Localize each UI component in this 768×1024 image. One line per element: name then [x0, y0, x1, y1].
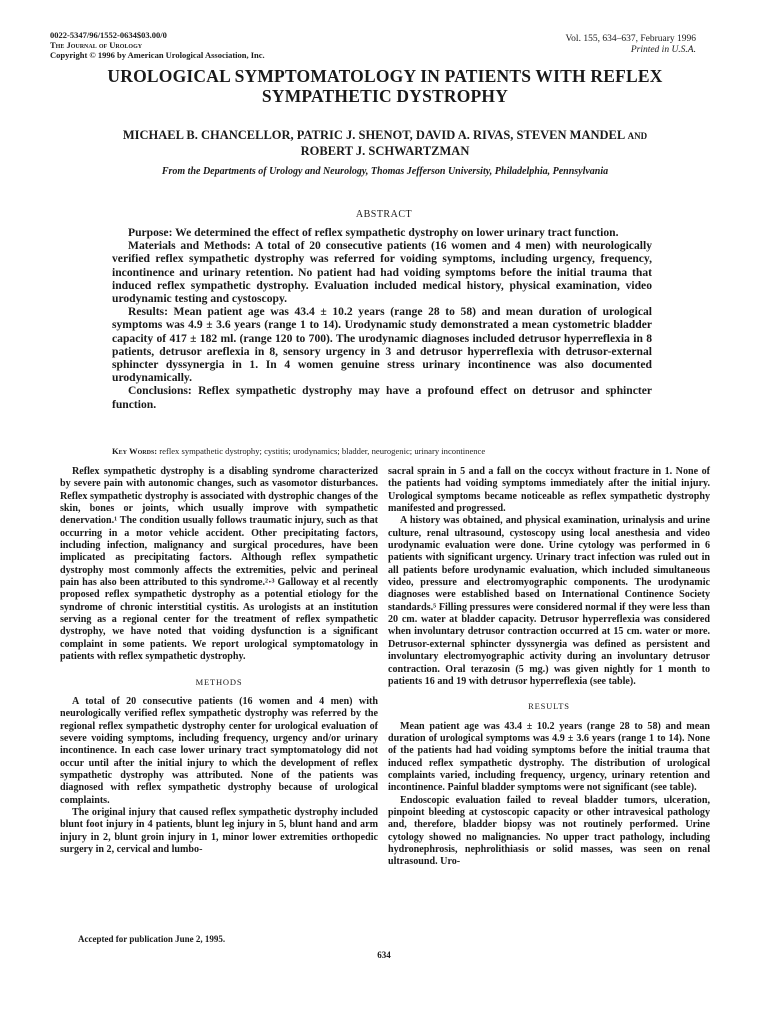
- title-line-1: UROLOGICAL SYMPTOMATOLOGY IN PATIENTS WITH REFLEX: [107, 66, 663, 86]
- copyright-line: Copyright © 1996 by American Urological Association, Inc.: [50, 50, 265, 60]
- abstract-results: Results: Mean patient age was 43.4 ± 10.2 years (range 28 to 58) and mean duration of urological symptoms was 4.9 ± 3.6 years (range 1 to 14). Urodynamic study demonstrated a mean cystometric bladder capacity of 417 ± 182 ml. (range 120 to 700). The urodynamic diagnoses included detrusor hyperreflexia in 8 patients, detrusor areflexia in 8, sensory urgency in 3 and detrusor hyperreflexia with detrusor-external sphincter dyssynergia in 1. In 4 women genuine stress urinary incontinence was also documented urodynamically.: [112, 305, 652, 385]
- abstract-heading: ABSTRACT: [355, 209, 413, 220]
- methods-paragraph-1: A total of 20 consecutive patients (16 women and 4 men) with neurologically verified reflex sympathetic dystrophy was referred by the regional reflex sympathetic dystrophy center for urological evaluation of severe voiding symptoms, including frequency, urgency and/or urinary incontinence. In each case lower urinary tract symptomatology did not occur until after the initial injury to which the development of reflex sympathetic dystrophy was attributed. None of the patients was diagnosed with reflex sympathetic dystrophy because of urological complaints.: [60, 695, 378, 806]
- results-paragraph-2: Endoscopic evaluation failed to reveal bladder tumors, ulceration, pinpoint bleeding at cystoscopic capacity or other intravesical pathology and, therefore, bladder biopsy was not routinely performed. Urine cytology showed no malignancies. No upper tract pathology, including hydronephrosis, nephrolithiasis or solid masses, was seen on renal ultrasound. Uro-: [388, 794, 710, 868]
- affiliation: From the Departments of Urology and Neurology, Thomas Jefferson University, Philadelphia, Pennsylvania: [161, 166, 609, 177]
- abstract-body: [112, 226, 652, 411]
- authors-names-1: MICHAEL B. CHANCELLOR, PATRIC J. SHENOT, DAVID A. RIVAS, STEVEN MANDEL: [122, 128, 625, 142]
- journal-header-right: [566, 34, 696, 56]
- results-paragraph-1: Mean patient age was 43.4 ± 10.2 years (range 28 to 58) and mean duration of urological symptoms was 4.9 ± 3.6 years (range 1 to 14). None of the patients had had voiding symptoms before the initial trauma that induced reflex sympathetic dystrophy. The distribution of urological complaints varied, including frequency, urgency, urinary retention and incontinence. Painful bladder symptoms were not significant (see table).: [388, 720, 710, 794]
- intro-paragraph: Reflex sympathetic dystrophy is a disabling syndrome characterized by severe pain with autonomic changes, such as vasomotor disturbances. Reflex sympathetic dystrophy is associated with dystrophic changes of the skin, bones or joints, which usually improve with sympathetic denervation.¹ The condition usually follows traumatic injury, such as that occurring in a motor vehicle accident. Other precipitating factors, including infection, malignancy and surgical procedures, have been implicated as precipitating factors. Although reflex sympathetic dystrophy most commonly affects the extremities, pelvic and perineal pain has also been attributed to this syndrome.²·³ Galloway et al recently proposed reflex sympathetic dystrophy as a potential etiology for the syndrome of chronic interstitial cystitis. As urologists at an institution serving as a regional center for the treatment of reflex sympathetic dystrophy, we have noted that voiding dysfunction is a significant complaint in some patients. We report urological symptomatology in patients with reflex sympathetic dystrophy.: [60, 466, 378, 663]
- abstract-methods: Materials and Methods: A total of 20 consecutive patients (16 women and 4 men) with neurologically verified reflex sympathetic dystrophy was referred for voiding symptoms, including urgency, frequency, incontinence and urinary retention. No patient had had voiding symptoms before the initial trauma that induced reflex sympathetic dystrophy. Evaluation included medical history, physical examination, video urodynamic testing and cystoscopy.: [112, 239, 652, 306]
- abstract-purpose: Purpose: We determined the effect of reflex sympathetic dystrophy on lower urinary tract function.: [128, 226, 619, 239]
- page-number: 634: [377, 950, 391, 960]
- printed-in: Printed in U.S.A.: [630, 45, 696, 55]
- accepted-note: Accepted for publication June 2, 1995.: [78, 934, 226, 944]
- title-line-2: SYMPATHETIC DYSTROPHY: [261, 86, 509, 106]
- right-column: [388, 466, 710, 869]
- left-column: [60, 466, 378, 856]
- journal-header-left: [50, 30, 265, 60]
- results-heading: RESULTS: [528, 701, 570, 712]
- methods-continuation: sacral sprain in 5 and a fall on the coccyx without fracture in 1. None of the patients had voiding symptoms immediately after the initial injury. Urological symptoms became noticeable as reflex sympathetic dystrophy manifested and progressed.: [388, 466, 710, 515]
- authors-and: AND: [627, 131, 648, 141]
- abstract-conclusions: Conclusions: Reflex sympathetic dystrophy may have a profound effect on detrusor and sphincter function.: [112, 384, 652, 411]
- history-paragraph: A history was obtained, and physical examination, urinalysis and urine culture, renal ultrasound, cystoscopy using local anesthesia and video urodynamic evaluation were done. Urine cytology was performed in 6 patients with significant urgency. Urinary tract infection was ruled out in all patients before urodynamic evaluation, which included simultaneous video, pressure and electromyographic components. The urodynamic diagnoses were established based on International Continence Society standards.⁵ Filling pressures were considered normal if they were less than 20 cm. water at bladder capacity. Detrusor hyperreflexia was considered when involuntary detrusor contraction occurred at 15 cm. water or more. Detrusor-external sphincter dyssynergia was defined as persistent and involuntary electromyographic activity during an involuntary detrusor contraction. Oral terazosin (5 mg.) was given nightly for 1 month to patients 16 and 19 with detrusor hyperreflexia (see table).: [388, 515, 710, 687]
- journal-name: The Journal of Urology: [50, 40, 143, 50]
- keywords-line: [112, 446, 657, 457]
- keywords-label: Key Words:: [112, 446, 158, 456]
- article-code: 0022-5347/96/1552-0634$03.00/0: [50, 30, 167, 40]
- volume-line: Vol. 155, 634–637, February 1996: [565, 34, 696, 44]
- authors-line-2: ROBERT J. SCHWARTZMAN: [300, 144, 470, 158]
- keywords-text: reflex sympathetic dystrophy; cystitis; urodynamics; bladder, neurogenic; urinary incontinence: [159, 446, 486, 456]
- author-list: [60, 128, 710, 159]
- methods-heading: METHODS: [195, 676, 243, 687]
- article-title: [60, 66, 710, 106]
- authors-line-1: [60, 128, 710, 144]
- methods-paragraph-2: The original injury that caused reflex sympathetic dystrophy included blunt foot injury in 4 patients, blunt leg injury in 5, blunt hand and arm injury in 2, blunt groin injury in 1, minor lower extremities orthopedic surgery in 2, cervical and lumbo-: [60, 806, 378, 855]
